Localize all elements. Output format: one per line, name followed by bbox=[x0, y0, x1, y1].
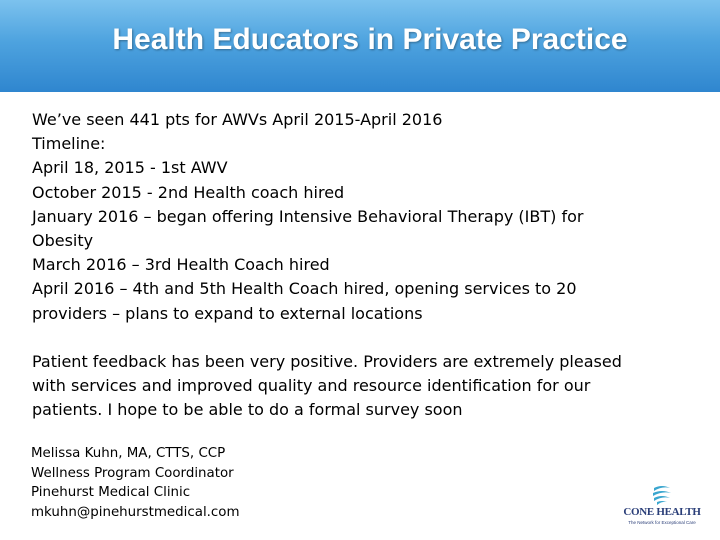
title-bar bbox=[0, 0, 720, 92]
signature-email: mkuhn@pinehurstmedical.com bbox=[31, 504, 240, 520]
paragraph-gap bbox=[32, 326, 702, 350]
signature-name: Melissa Kuhn, MA, CTTS, CCP bbox=[31, 446, 226, 461]
signature-org: Pinehurst Medical Clinic bbox=[31, 485, 191, 501]
body-line-timeline-1: April 18, 2015 - 1st AWV bbox=[32, 158, 228, 178]
body-line-timeline-5-cont: providers – plans to expand to external locations bbox=[32, 303, 423, 323]
cone-health-logo-icon bbox=[650, 484, 674, 506]
body-line-timeline-5: April 2016 – 4th and 5th Health Coach hired, opening services to 20 bbox=[32, 279, 577, 299]
body-line-visits: We’ve seen 441 pts for AWVs April 2015-April 2016 bbox=[32, 110, 443, 129]
body-line-timeline-3-cont: Obesity bbox=[32, 231, 94, 251]
cone-health-logo bbox=[612, 484, 712, 530]
logo-tagline: The Network for Exceptional Care bbox=[628, 520, 696, 525]
feedback-line-2: with services and improved quality and resource identification for our bbox=[32, 376, 591, 396]
slide-title: Health Educators in Private Practice bbox=[112, 23, 628, 56]
body-line-timeline-4: March 2016 – 3rd Health Coach hired bbox=[32, 255, 330, 275]
logo-wordmark: CONE HEALTH bbox=[623, 506, 701, 518]
body-line-timeline-heading: Timeline: bbox=[32, 134, 106, 154]
body-line-timeline-2: October 2015 - 2nd Health coach hired bbox=[32, 182, 345, 202]
signature-block bbox=[31, 444, 361, 522]
feedback-line-1: Patient feedback has been very positive. Providers are extremely pleased bbox=[32, 351, 622, 371]
body-line-timeline-3: January 2016 – began offering Intensive Behavioral Therapy (IBT) for bbox=[32, 206, 584, 226]
signature-role: Wellness Program Coordinator bbox=[31, 465, 234, 481]
slide-body bbox=[32, 108, 702, 422]
feedback-line-3: patients. I hope to be able to do a formal survey soon bbox=[32, 400, 463, 420]
